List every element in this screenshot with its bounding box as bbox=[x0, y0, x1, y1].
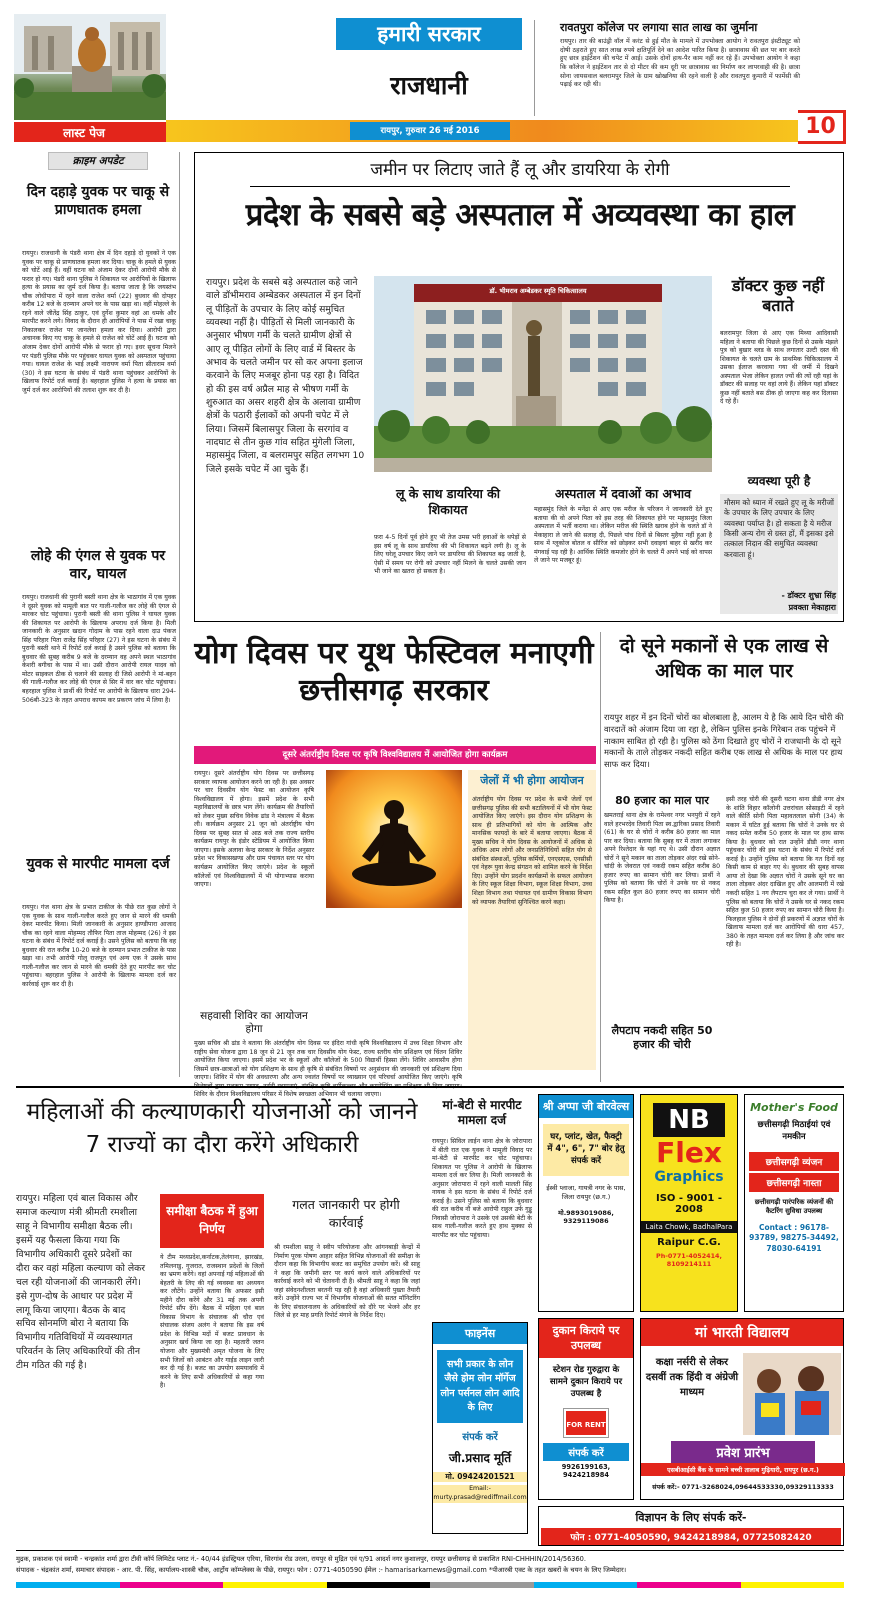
women-red-body: ये टीम मध्यप्रदेश,कर्नाटक,तेलंगाना, झारखंड, तमिलनाडु, गुजरात, राजस्थान प्रदेशों के जिलों का भ्रमण करेंगे। वहां अपनाई गई महिलाओं की बेहतरी के लिए की गई व्यवस्था का अध्ययन कर लौटेंगे। उन्होंने बताया कि अफसर इसी महीने दौरा करेंगे और 31 मई तक अपनी रिपोर्ट सौंप देंगे। बैठक में महिला एवं बाल विकास विभाग के संचालक श्री चौरा एवं संचालक संजय अलंग ने बताया कि इस वर्ष प्रदेश के विभिन्न मदों में बजट प्रावधान के अनुसार खर्च किया जा रहा है। महतारी जतन योजना और मुख्यमंत्री अमृत योजना के लिए सभी जिलों को आबंटन और गाईड लाइन जारी कर दी गई है। बजट का उपयोग समयावधि में करने के लिए सभी अधिकारियों से कहा गया है। bbox=[160, 1254, 264, 1390]
flex-line1: Flex bbox=[656, 1136, 722, 1169]
school-banner: प्रवेश प्रारंभ bbox=[671, 1441, 815, 1463]
lead-kicker-rule bbox=[250, 186, 790, 187]
color-registration-bar bbox=[16, 1582, 844, 1588]
mother-body: रायपुर। सिविल लाईन थाना क्षेत्र के जोरापारा में बीती रात एक युवक ने मामूली विवाद पर मां-बेटी से मारपीट कर चोट पहुंचाया। शिकायत पर पुलिस ने आरोपी के खिलाफ मामला दर्ज कर लिया है। मिली जानकारी के अनुसार जोरापारा में रहने वाली मालती सिंह नायक ने इस घटना के संबंध में रिपोर्ट दर्ज कराई है। उसने पुलिस को बताया कि बुधवार की रात करीब नौ बजे आरोपी राहुल उर्फ गुड्डू निवासी जोरापारा ने उसके एवं उसकी बेटी के साथ गाली-गलौज करते हुए हाथ मुक्का से मारपीट कर चोट पहुंचाया। bbox=[432, 1138, 532, 1240]
theft-intro: रायपुर शहर में इन दिनों चोरों का बोलबाला है, आलम ये है कि आये दिन चोरी की वारदातें को अंजाम दिया जा रहा है, लेकिन पुलिस इनके गिरेबान तक पहुंचने में नाकाम साबित हो रही है। पुलिस को ठेंगा दिखाते हुए चोरों ने राजधानी के दो सूने मकानों के ताले तोड़कर नकदी सहित करीब एक लाख से अधिक के माल पर हाथ साफ कर दिया। bbox=[604, 712, 844, 770]
lead-intro: रायपुर। प्रदेश के सबसे बड़े अस्पताल कहे जाने वाले डॉभीमराव अम्बेडकर अस्पताल में इन दिनों लू पीड़ितों के उपचार के लिए कोई समुचित व्यवस्था नहीं है। पीड़ितों से मिली जानकारी के अनुसार भीषण गर्मी के चलते ग्रामीण क्षेत्रों से आए लू पीड़ित लोगों के लिए वार्ड में बिस्तर के अभाव के चलते जमीन पर सो कर अपना इलाज करवाने के लिए मजबूर होना पड़ रहा है। विदित हो की इस वर्ष अप्रैल माह से भीषण गर्मी के शुरुआत का असर शहरी क्षेत्र के अलावा ग्रामीण क्षेत्रों के पठारी ईलाकों को अपनी चपेट में ले लिया। जिसमें बिलासपुर जिला के सरगांव व नादघाट से तीन कुछ गांव सहित मुंगेली जिला, महासमुंद जिला, व बलरामपुर सहित लगभग 10 जिले इसके चपेट में आ चुके हैं। bbox=[206, 277, 365, 475]
crime-story-2-body: रायपुर। राजधानी की पुरानी बस्ती थाना क्षेत्र के भाठागांव में एक युवक ने दूसरे युवक को मामूली बात पर गाली-गलौज कर लोहे की एंगल से मारकर चोट पहुंचाया। पुरानी बस्ती की थाना पुलिस ने घायल युवक की शिकायत पर आरोपी के खिलाफ अपराध दर्ज किया है। मिली जानकारी के अनुसार खदान गोदाम के पास रहने वाला दाउ पंकज सिंह परिहार पिता राजेंद्र सिंह परिहार (27) ने इस घटना के संबंध में पुरानी बस्ती थाने में रिपोर्ट दर्ज कराई है उसने पुलिस को बताया कि बुधवार की सुबह करीब 9 बजे के दरम्यान वह अपने स्थल भाठागांव केशरी बगीचा के पास में था। उसी दौरान आरोपी रायल यादव को मोटर साइकल ठीक से चलाने की सलाह दी जिसे आरोपी ने मां-बहन की गाली-गलौज कर लोहे की एंगल से सिर में वार कर चोट पहुंचाया। बहरहाल पुलिस ने प्रार्थी की रिपोर्ट पर आरोपी के खिलाफ धारा 294-506बी-323 के तहत अपराध कायम कर प्रकरण जांच में लिया है। bbox=[22, 594, 176, 704]
borewell-address: ईस्वी प्लाजा, गायत्री नगर के पास, जिला रायपुर (छ.ग.) bbox=[546, 1184, 626, 1202]
crime-story-2-headline: लोहे की एंगल से युवक पर वार, घायल bbox=[30, 548, 166, 582]
lead-side-headline: डॉक्टर कुछ नहीं बताते bbox=[731, 276, 825, 315]
borewell-ad bbox=[538, 1094, 634, 1312]
school-ad bbox=[640, 1318, 844, 1500]
reg-gray bbox=[430, 1582, 534, 1588]
lead-side-sub-body: मौसम को ध्यान में रखते हुए लू के मरीजों के उपचार के लिए उपचार के लिए व्यवस्था पर्याप्त है। हो सकता है ये मरीज किसी अन्य रोग से ग्रस्त हों, मैं इसका इसे तत्काल निदान की समुचित व्यवस्था करवाता हूं। bbox=[724, 498, 834, 559]
theft-divider bbox=[600, 632, 601, 1082]
school-text: कक्षा नर्सरी से लेकर दसवीं तक हिंदी व अंग्रेजी माध्यम bbox=[645, 1357, 739, 1398]
crime-story-3-headline: युवक से मारपीट मामला दर्ज bbox=[26, 856, 170, 872]
women-body: रायपुर। महिला एवं बाल विकास और समाज कल्याण मंत्री श्रीमती रमशीला साहू ने विभागीय समीक्षा बैठक ली। इसमें यह फैसला किया गया कि विभागीय अधिकारी दूसरे प्रदेशों का दौरा कर वहां महिला कल्याण को लेकर चल रही योजनाओं की जानकारी लेंगे। इसे गुण-दोष के आधार पर प्रदेश में लागू किया जाएगा। बैठक के बाद सचिव सोनमणि बोरा ने बताया कि विभागीय गतिविधियों में व्यवस्थागत परिवर्तन के लिए अधिकारियों की तीन टीम गठित की गई है। bbox=[16, 1193, 146, 1372]
masthead-photo bbox=[14, 14, 166, 120]
mothers-food-ad bbox=[744, 1094, 844, 1312]
quote-by: - डॉक्टर शुभ्रा सिंह bbox=[781, 591, 836, 600]
flex-phone: Ph-0771-4052414, 8109214111 bbox=[656, 1252, 722, 1268]
yoga-headline: योग दिवस पर यूथ फेस्टिवल मनाएगी छत्तीसगढ़ सरकार bbox=[194, 636, 594, 708]
borewell-text: घर, प्लांट, खेत, फैक्ट्री में 4", 6", 7" बोर हेतु संपर्क करें bbox=[543, 1124, 629, 1176]
lead-sub2-headline: अस्पताल में दवाओं का अभाव bbox=[554, 486, 692, 501]
finance-title: फाइनेंस bbox=[433, 1323, 527, 1344]
date-line: रायपुर, गुरुवार 26 मई 2016 bbox=[350, 122, 510, 140]
shop-ad bbox=[538, 1318, 634, 1500]
flex-location: Laita Chowk, BadhalPara bbox=[641, 1221, 737, 1233]
shop-text: स्टेशन रोड गुरुद्वारा के सामने दुकान किराये पर उपलब्ध है bbox=[549, 1364, 623, 1400]
finance-phone: मो. 09424201521 bbox=[433, 1472, 527, 1482]
yoga-box-title: जेलों में भी होगा आयोजन bbox=[480, 774, 584, 787]
page-number: 10 bbox=[798, 110, 846, 144]
women-box2: गलत जानकारी पर होगी कार्रवाई bbox=[292, 1197, 400, 1230]
hospital-photo bbox=[374, 276, 712, 472]
theft-body-2: इसी तरह चोरी की दूसरी घटना थाना डीडी नगर क्षेत्र के शांति विहार कॉलोनी उत्तरांचल सोसाइटी में रहने वाले कीर्ति सोनी पिता महावतलाल सोनी (34) के मकान में घटित हुई बताया कि चोरों ने उनके घर से नकद समेत करीब 50 हजार के माल पर हाथ साफ किया है। बुधवार को रात उन्होंने डीडी नगर थाना पहुंचकर चोरी की इस घटना के संबंध में रिपोर्ट दर्ज कराई है। उन्होंने पुलिस को बताया कि गत दिनों वह किसी काम से बाहर गए थे। बुधवार की सुबह वापस आया तो देखा कि अज्ञात चोरों ने उसके सूने घर का ताला तोड़कर अंदर दाखिल हुए और आलमारी में रखे नकदी सहित 1 नग लैपटाप चुरा कर ले गया। प्रार्थी ने पुलिस को बताया कि चोरों ने उसके घर से नकद रकम सहित कुल 50 हजार रुपए का सामान चोरी किया है। फिलहाल पुलिस ने दोनों ही प्रकरणों में अज्ञात चोरों के खिलाफ मामला दर्ज कर आरोपियों की धारा 457, 380 के तहत मामला दर्ज कर लिया है और जांच कर रही है। bbox=[726, 796, 844, 949]
footer-rule bbox=[16, 1550, 844, 1551]
city-title: राजधानी bbox=[390, 71, 468, 100]
yoga-photo bbox=[326, 770, 462, 908]
school-phone: संपर्क करें:- 0771-3268024,09644533330,09329113333 bbox=[652, 1484, 834, 1491]
hospital-building-image bbox=[374, 276, 712, 472]
shop-sign: FOR RENT bbox=[564, 1409, 608, 1437]
lead-sub1-headline: लू के साथ डायरिया की शिकायत bbox=[395, 486, 500, 517]
ad-contact-title: विज्ञापन के लिए संपर्क करें- bbox=[635, 1511, 747, 1524]
reg-yellow-2 bbox=[741, 1582, 845, 1588]
mothers-food-line3: छत्तीसगढ़ी नास्ता bbox=[749, 1173, 839, 1192]
finance-text: सभी प्रकार के लोन जैसे होम लोन मॉर्गेज लोन पर्सनल लोन आदि के लिए bbox=[437, 1350, 523, 1423]
finance-email: Email:- murty.prasad@rediffmail.com bbox=[433, 1485, 527, 1501]
footer-line-1: मुद्रक, प्रकाशक एवं स्वामी - चन्द्रकांत शर्मा द्वारा टीवी कॉर्प लिमिटेड प्लाट नं.- 40/44 इंडस्ट्रियल एरिया, सिरगांव रोड उरला, रायपुर से मुद्रित एवं ए/91 आदर्श नगर कुशालपुर, रायपुर छत्तीसगढ़ से प्रकाशित RNI-CHHHIN/2014/56360. bbox=[16, 1555, 586, 1563]
theft-body-1: खमतराई थाना क्षेत्र के रामेश्वर नगर भनपुरी में रहने वाले हरभरदेव तिवारी पिता स्व.द्वारिका प्रसाद तिवारी (61) के घर से चोरों ने करीब 80 हजार का माल पार कर दिया। बताया कि सुबह घर में ताला लगाकर अपने रिश्तेदार के यहां गए थे। उसी दौरान अज्ञात चोरों ने सूने मकान का ताला तोड़कर अंदर रखे सोने-चांदी के जेवरात एवं नकदी रकम सहित करीब 80 हजार रुपए का सामान चोरी कर लिया। प्रार्थी ने पुलिस को बताया कि चोरों ने उनके घर से नकद रकम सहित कुल 80 हजार रुपए का सामान चोरी किया है। bbox=[604, 812, 720, 905]
footer-line-2: संपादक - चंद्रकांत शर्मा, समाचार संपादक - आर. पी. सिंह, कार्यालय-शास्त्री चौक, आर्ट्रोय कॉम्प्लेक्स के पीछे, रायपुर। फोन : 0771-4050590 ईमेल :- hamarisarkarnews@gmail.com *पीआरबी एक्ट के तहत खबरों के चयन के लिए जिम्मेदार। bbox=[16, 1566, 627, 1574]
paper-name: हमारी सरकार bbox=[336, 18, 522, 50]
theft-sub2: लैपटाप नकदी सहित 50 हजार की चोरी bbox=[611, 1024, 713, 1051]
reg-black bbox=[327, 1582, 431, 1588]
vivekanand-statue-photo bbox=[14, 14, 166, 120]
school-children-image bbox=[743, 1353, 841, 1435]
section-rule bbox=[16, 1086, 844, 1088]
ad-contact-box bbox=[538, 1506, 844, 1546]
reg-yellow bbox=[223, 1582, 327, 1588]
lead-sub1-body: फ़रा 4-5 दिनों पूर्व होने हुए भी तेज उमस भरी हवाओं के थपेड़ों से इस वर्ष लू के साथ डायरिया की भी शिकायत बढ़ने लगी है। लू के लिए घरेलू उपचार किए जाने पर डायरिया की शिकायत बढ़ जाती है, ऐसी में समय पर रोगी को उपचार नहीं मिलने के चलते उसकी जान भी जाने का खतरा हो सकता है। bbox=[374, 534, 526, 576]
shop-title: दुकान किराये पर उपलब्ध bbox=[539, 1319, 633, 1358]
theft-sub1: 80 हजार का माल पार bbox=[615, 794, 709, 807]
crime-story-1-body: रायपुर। राजधानी के पंडरी थाना क्षेत्र में दिन दहाड़े दो युवकों ने एक युवक पर चाकू से प्राणघातक हमला कर दिया। चाकू के हमले से युवक को चोटें आई हैं। वहीं घटना को अंजाम देकर दोनों आरोपी मौके से फरार हो गए। पंडरी थाना पुलिस ने शिकायत पर आरोपियों के खिलाफ हत्या के प्रयास का जुर्म दर्ज किया है। बताया जाता है कि जयस्तंभ चौक लोधीपारा में रहने वाला राजेश वर्मा (22) बुधवार की दोपहर करीब 12 बजे के दरम्यान अपने घर के पास खड़ा था। वहीं मोहल्ले के रहने वाले जीतेंद्र सिंह ठाकुर, एवं दुर्गेश कुमार वहां आ धमके और मारपीट करने लगे। विवाद के दौरान ही आरोपियों ने पास में रखा चाकू निकालकर राजेश पर जानलेवा हमला कर दिया। आरोपी द्वारा अचानक किए गए चाकू के हमले से राजेश को चोटें आई हैं। घटना को अंजाम देकर दोनों आरोपी मौके से फरार हो गए। इधर सूचना मिलने पर पंडरी पुलिस मौके पर पहुंचकर घायल युवक को अस्पताल पहुंचाया गया। घायल राजेश के भाई लक्ष्मी नारायण वर्मा पिता सीताराम वर्मा (30) ने इस घटना के संबंध में पंडरी थाना पहुंचकर आरोपियों के खिलाफ रिपोर्ट दर्ज कराई है। बहरहाल पुलिस ने हत्या के प्रयास का जुर्म दर्ज कर आरोपियों की तलाश शुरू कर दी है। bbox=[22, 250, 176, 394]
lead-side-body: बलरामपुर जिला से आए एक मिथ्या आदिवासी महिला ने बताया की पिछले कुछ दिनों से उसके मंझले पुत्र को बुखार ब्लड के साथ लगातार उल्टी दस्त की शिकायत के चलते ग्राम के प्राथमिक चिकित्सालय में उसका ईलाज करवाया गया थी जमीं में दिखने अस्पताल भेजा लेकिन हालत ज्यों की त्यों रही यहां के डॉक्टर की सलाह पर वहां लाये हैं। लेकिन यहां डॉक्टर कुछ नहीं बताते बस ठीक हो जाएगा कह कर दिलासा दे रहे हैं। bbox=[720, 330, 838, 406]
school-children-photo bbox=[743, 1353, 841, 1435]
flex-line2: Graphics bbox=[654, 1169, 724, 1185]
school-title: मां भारती विद्यालय bbox=[641, 1319, 843, 1346]
shop-phone: 9926199163, 9424218984 bbox=[561, 1462, 611, 1479]
quote-role: प्रवक्ता मेकाहारा bbox=[788, 603, 836, 612]
meditation-silhouette-image bbox=[326, 770, 462, 908]
theft-headline: दो सूने मकानों से एक लाख से अधिक का माल पार bbox=[619, 635, 829, 682]
shop-cta: संपर्क करें bbox=[543, 1443, 629, 1461]
mothers-food-line4: छत्तीसगढ़ी पारंपरिक व्यंजनों की कैटरिंग सुविधा उपलब्ध bbox=[754, 1197, 834, 1216]
mothers-food-line2: छत्तीसगढ़ी व्यंजन bbox=[749, 1152, 839, 1171]
borewell-phone: मो.9893019086, 9329119086 bbox=[558, 1209, 614, 1226]
yoga-box-body: अंतर्राष्ट्रीय योग दिवस पर प्रदेश के सभी जेलों एवं छत्तीसगढ़ पुलिस की सभी बटालियनों में भी योग फेस्ट आयोजित किए जाएंगे। इस दौरान योग प्रशिक्षण के साथ ही प्रतिभागियों को योग के आत्मिक और मानसिक फायदों के बारे में बताया जाएगा। बैठक में मुख्य सचिव ने योग दिवस के आयोजनों में अधिक से अधिक आम लोगों और जनप्रतिनिधियों सहित योग से संबंधित संस्थाओं, पुलिस कर्मियों, एनएसएस, एनसीसी एवं नेहरू युवा केन्द्र संगठन को शामिल करने के निर्देश दिए। उन्होंने योग प्रदर्शन कार्यक्रमों के सफल आयोजन के लिए स्कूल शिक्षा विभाग, स्कूल शिक्षा विभाग, उच्च शिक्षा विभाग तथा पंचायत एवं ग्रामीण विकास विभाग को व्यापक तैयारियां सुनिश्चित करने कहा। bbox=[472, 796, 592, 906]
yoga-body-2: मुख्य सचिव श्री ढांड ने बताया कि अंतर्राष्ट्रीय योग दिवस पर इंदिरा गांधी कृषि विश्वविद्यालय में उच्च शिक्षा विभाग और राष्ट्रीय सेवा योजना द्वारा 18 जून से 21 जून तक चार दिवसीय योग फेस्ट, राज्य स्तरीय योग प्रशिक्षण एवं चिंतन शिविर आयोजित किया जाएगा। इसमें प्रदेश भर के स्कूलों और कॉलेजों के 500 विद्यार्थी हिस्सा लेंगे। शिविर आवासीय होगा जिसमें छात्र-छात्राओं को योग प्रशिक्षण के साथ ही कृषि से संबंधित विषयों पर अनुसंधान की जानकारी एवं प्रशिक्षण दिया जाएगा। शिविर में योग की अवधारणा और अन्य ज्वलंत विषयों पर व्याख्यान एवं परिचर्चा आयोजित किए जाएंगे। कृषि शिविर के दौरान विश्वविद्यालय परिसर में विशेष स्वच्छता अभियान भी चलाया जाएगा। bbox=[194, 1040, 462, 1099]
yoga-body-1: रायपुर। दूसरे अंतर्राष्ट्रीय योग दिवस पर छत्तीसगढ़ सरकार व्यापक आयोजन करने जा रही है। इस अवसर पर चार दिवसीय योग फेस्ट का आयोजन कृषि विश्वविद्यालय में होगा। इसमें प्रदेश के सभी महाविद्यालयों के छात्र भाग लेंगे। कार्यक्रम की तैयारियों को लेकर मुख्य सचिव विवेक ढांड ने मंत्रालय में बैठक ली। कार्यक्रम अनुसार 21 जून को अंतर्राष्ट्रीय योग दिवस पर सुबह सात से आठ बजे तक राज्य स्तरीय कार्यक्रम रायपुर के इंडोर स्टेडियम में आयोजित किया जाएगा। इसके अलावा केन्द्र सरकार के निर्देश अनुसार प्रदेश भर विकासखण्ड और ग्राम पंचायत स्तर पर योग कार्यक्रम आयोजित किए जाएंगे। प्रदेश के स्कूलों कॉलेजों एवं विश्वविद्यालयों में भी योगाभ्यास कराया जाएगा। bbox=[194, 770, 314, 889]
finance-ad bbox=[432, 1322, 528, 1534]
page-label: लास्ट पेज bbox=[63, 126, 105, 140]
yoga-body-2-continued bbox=[326, 912, 462, 1038]
flex-logo: NB bbox=[653, 1103, 725, 1137]
mothers-food-contact: Contact : 96178-93789, 98275-34492, 78030-64191 bbox=[749, 1222, 839, 1253]
finance-cta: संपर्क करें bbox=[462, 1432, 498, 1443]
reg-cyan bbox=[16, 1582, 120, 1588]
school-address: एसबीआईसी बैंक के सामने बच्ची तालाब गुढ़ियारी, रायपुर (छ.ग.) bbox=[641, 1463, 845, 1476]
reg-magenta bbox=[120, 1582, 224, 1588]
crime-story-1-headline: दिन दहाड़े युवक पर चाकू से प्राणघातक हमला bbox=[26, 184, 170, 218]
borewell-title: श्री अप्पा जी बोरवेल्स bbox=[539, 1095, 633, 1118]
mothers-food-logo: Mother's Food bbox=[750, 1101, 838, 1114]
crime-story-3-body: रायपुर। गंज थाना क्षेत्र के प्रभात टाकीज के पीछे रात कुछ लोगों ने एक युवक के साथ गाली-गलौज करते हुए जान से मारने की धमकी देकर मारपीट किया। मिली जानकारी के अनुसार हाण्डीपारा आजाद चौक का रहने वाला मोहम्मद तौफिर पिता ताज मोहम्मद (26) ने इस घटना के संबंध में रिपोर्ट दर्ज कराई है। उसने पुलिस को बताया कि वह बुधवार की रात करीब 10-20 बजे के दरम्यान प्रभात टाकीज के पास खड़ा था। तभी आरोपी गोलू राजपूत एवं अन्य एक ने उसके साथ गाली-गलौज कर जान से मारने की धमकी देते हुए मारपीट कर चोट पहुंचाया। बहरहाल पुलिस ने आरोपी के खिलाफ मामला दर्ज कर कार्रवाई शुरू कर दी है। bbox=[22, 904, 176, 988]
flex-iso: ISO - 9001 - 2008 bbox=[655, 1193, 722, 1215]
reg-cyan-2 bbox=[534, 1582, 638, 1588]
mothers-food-line1: छत्तीसगढ़ी मिठाईयां एवं नमकीन bbox=[757, 1120, 831, 1142]
lead-sub2-body: महासमुंद जिले के मनेंद्रा से आए एक मरीज के परिजन ने जानकारी देते हुए बताया की वो अपने पिता को इस तरह की शिकायत होने पर महासमुंद जिला अस्पताल में भर्ती कराया था। लेकिन मरीज की स्थिति खराब होने के चलते डॉ ने मेकाहारा ले जाने की सलाह दी, पिछले पांच दिनों से बिस्तर मुहैया नहीं हुआ है साथ में ग्लूकोज बोतल व सीरिंज को छोड़कर सभी दवाइयां बाहर से खरीद कर मंगवाई पड़ रही है। आर्थिक स्थिति कमजोर होने के चलते मैं अपने भाई को वापस ले जाने पर मजबूर हूं। bbox=[534, 506, 712, 565]
women-body-2: श्री रमशीला साहू ने स्वीप परियोजना और आंगनबाड़ी केन्द्रों में निर्माण पूरक पोषण आहार सहित विभिन्न योजनाओं की समीक्षा के दौरान कहा कि विभागीय बजट का समुचित उपयोग करें। श्री साहू ने कहा कि जमीनी स्तर पर कार्य करने वाले अधिकारियों पर कार्रवाई करने को भी चेतावनी दी है। श्रीमती साहू ने कहा कि जहां जहां संवेदनशीलता बरतनी पड़ रही है वहां अधिकारी पुख्ता तैयारी करें। उन्होंने राज्य भर में विभागीय योजनाओं की सतत मॉनिटरिंग के लिए संचालनालय के अधिकारियों को दौरे पर भेजने और हर जिले से हर माह प्रगति रिपोर्ट मंगाने के निर्देश दिए। bbox=[274, 1244, 420, 1320]
women-red-box: समीक्षा बैठक में हुआ निर्णय bbox=[160, 1194, 264, 1248]
lead-side-sub-headline: व्यवस्था पूरी है bbox=[747, 474, 811, 488]
hospital-sign: डॉ. भीमराव अम्बेडकर स्मृति चिकित्सालय bbox=[489, 287, 587, 295]
ad-contact-phone: फोन : 0771-4050590, 9424218984, 07725082420 bbox=[541, 1528, 841, 1545]
women-headline: महिलाओं की कल्याणकारी योजनाओं को जानने 7 राज्यों का दौरा करेंगे अधिकारी bbox=[26, 1099, 418, 1159]
lead-kicker: जमीन पर लिटाए जाते हैं लू और डायरिया के रोगी bbox=[370, 160, 670, 180]
lead-headline: प्रदेश के सबसे बड़े अस्पताल में अव्यवस्था का हाल bbox=[245, 197, 795, 233]
yoga-banner: दूसरे अंतर्राष्ट्रीय दिवस पर कृषि विश्वविद्यालय में आयोजित होगा कार्यक्रम bbox=[194, 746, 596, 764]
finance-name: जी.प्रसाद मूर्ति bbox=[448, 1451, 512, 1465]
top-story-body: रायपुर। तार की बाउंड्री वॉल में करंट से हुई मौत के मामले में उपभोक्ता आयोग ने रावतपुरा इंस्टीट्यूट को दोषी ठहराते हुए सात लाख रुपये क्षतिपूर्ति देने का आदेश पारित किया है। छात्रावास की छत पर बार करते हुए छात्र हाईटेंशन की चपेट में आई। उसके दोनों हाथ-पैर काम नहीं कर रहे हैं। उपभोक्ता आयोग ने कहा कि कॉलेज ने हाईटेंशन तार से दो मीटर की कम दूरी पर छात्रावास का निर्माण कर लापरवाही की है। छात्रा सोना जायसवाल बलरामपुर जिले के ग्राम खोखनिया की रहने वाली है और रावतपुरा कुमारी में फार्मेसी की पढ़ाई कर रही थी। bbox=[560, 38, 800, 89]
flex-graphics-ad bbox=[640, 1094, 738, 1312]
mother-headline: मां-बेटी से मारपीट मामला दर्ज bbox=[442, 1098, 522, 1127]
top-story-headline: रावतपुरा कॉलेज पर लगाया सात लाख का जुर्माना bbox=[560, 21, 758, 34]
yoga-sub-heading: सहवासी शिविर का आयोजन होगा bbox=[200, 1010, 308, 1036]
flex-city: Raipur C.G. bbox=[657, 1237, 721, 1248]
crime-section-label: क्राइम अपडेट bbox=[48, 152, 148, 170]
masthead-divider bbox=[534, 20, 535, 116]
reg-magenta-2 bbox=[637, 1582, 741, 1588]
